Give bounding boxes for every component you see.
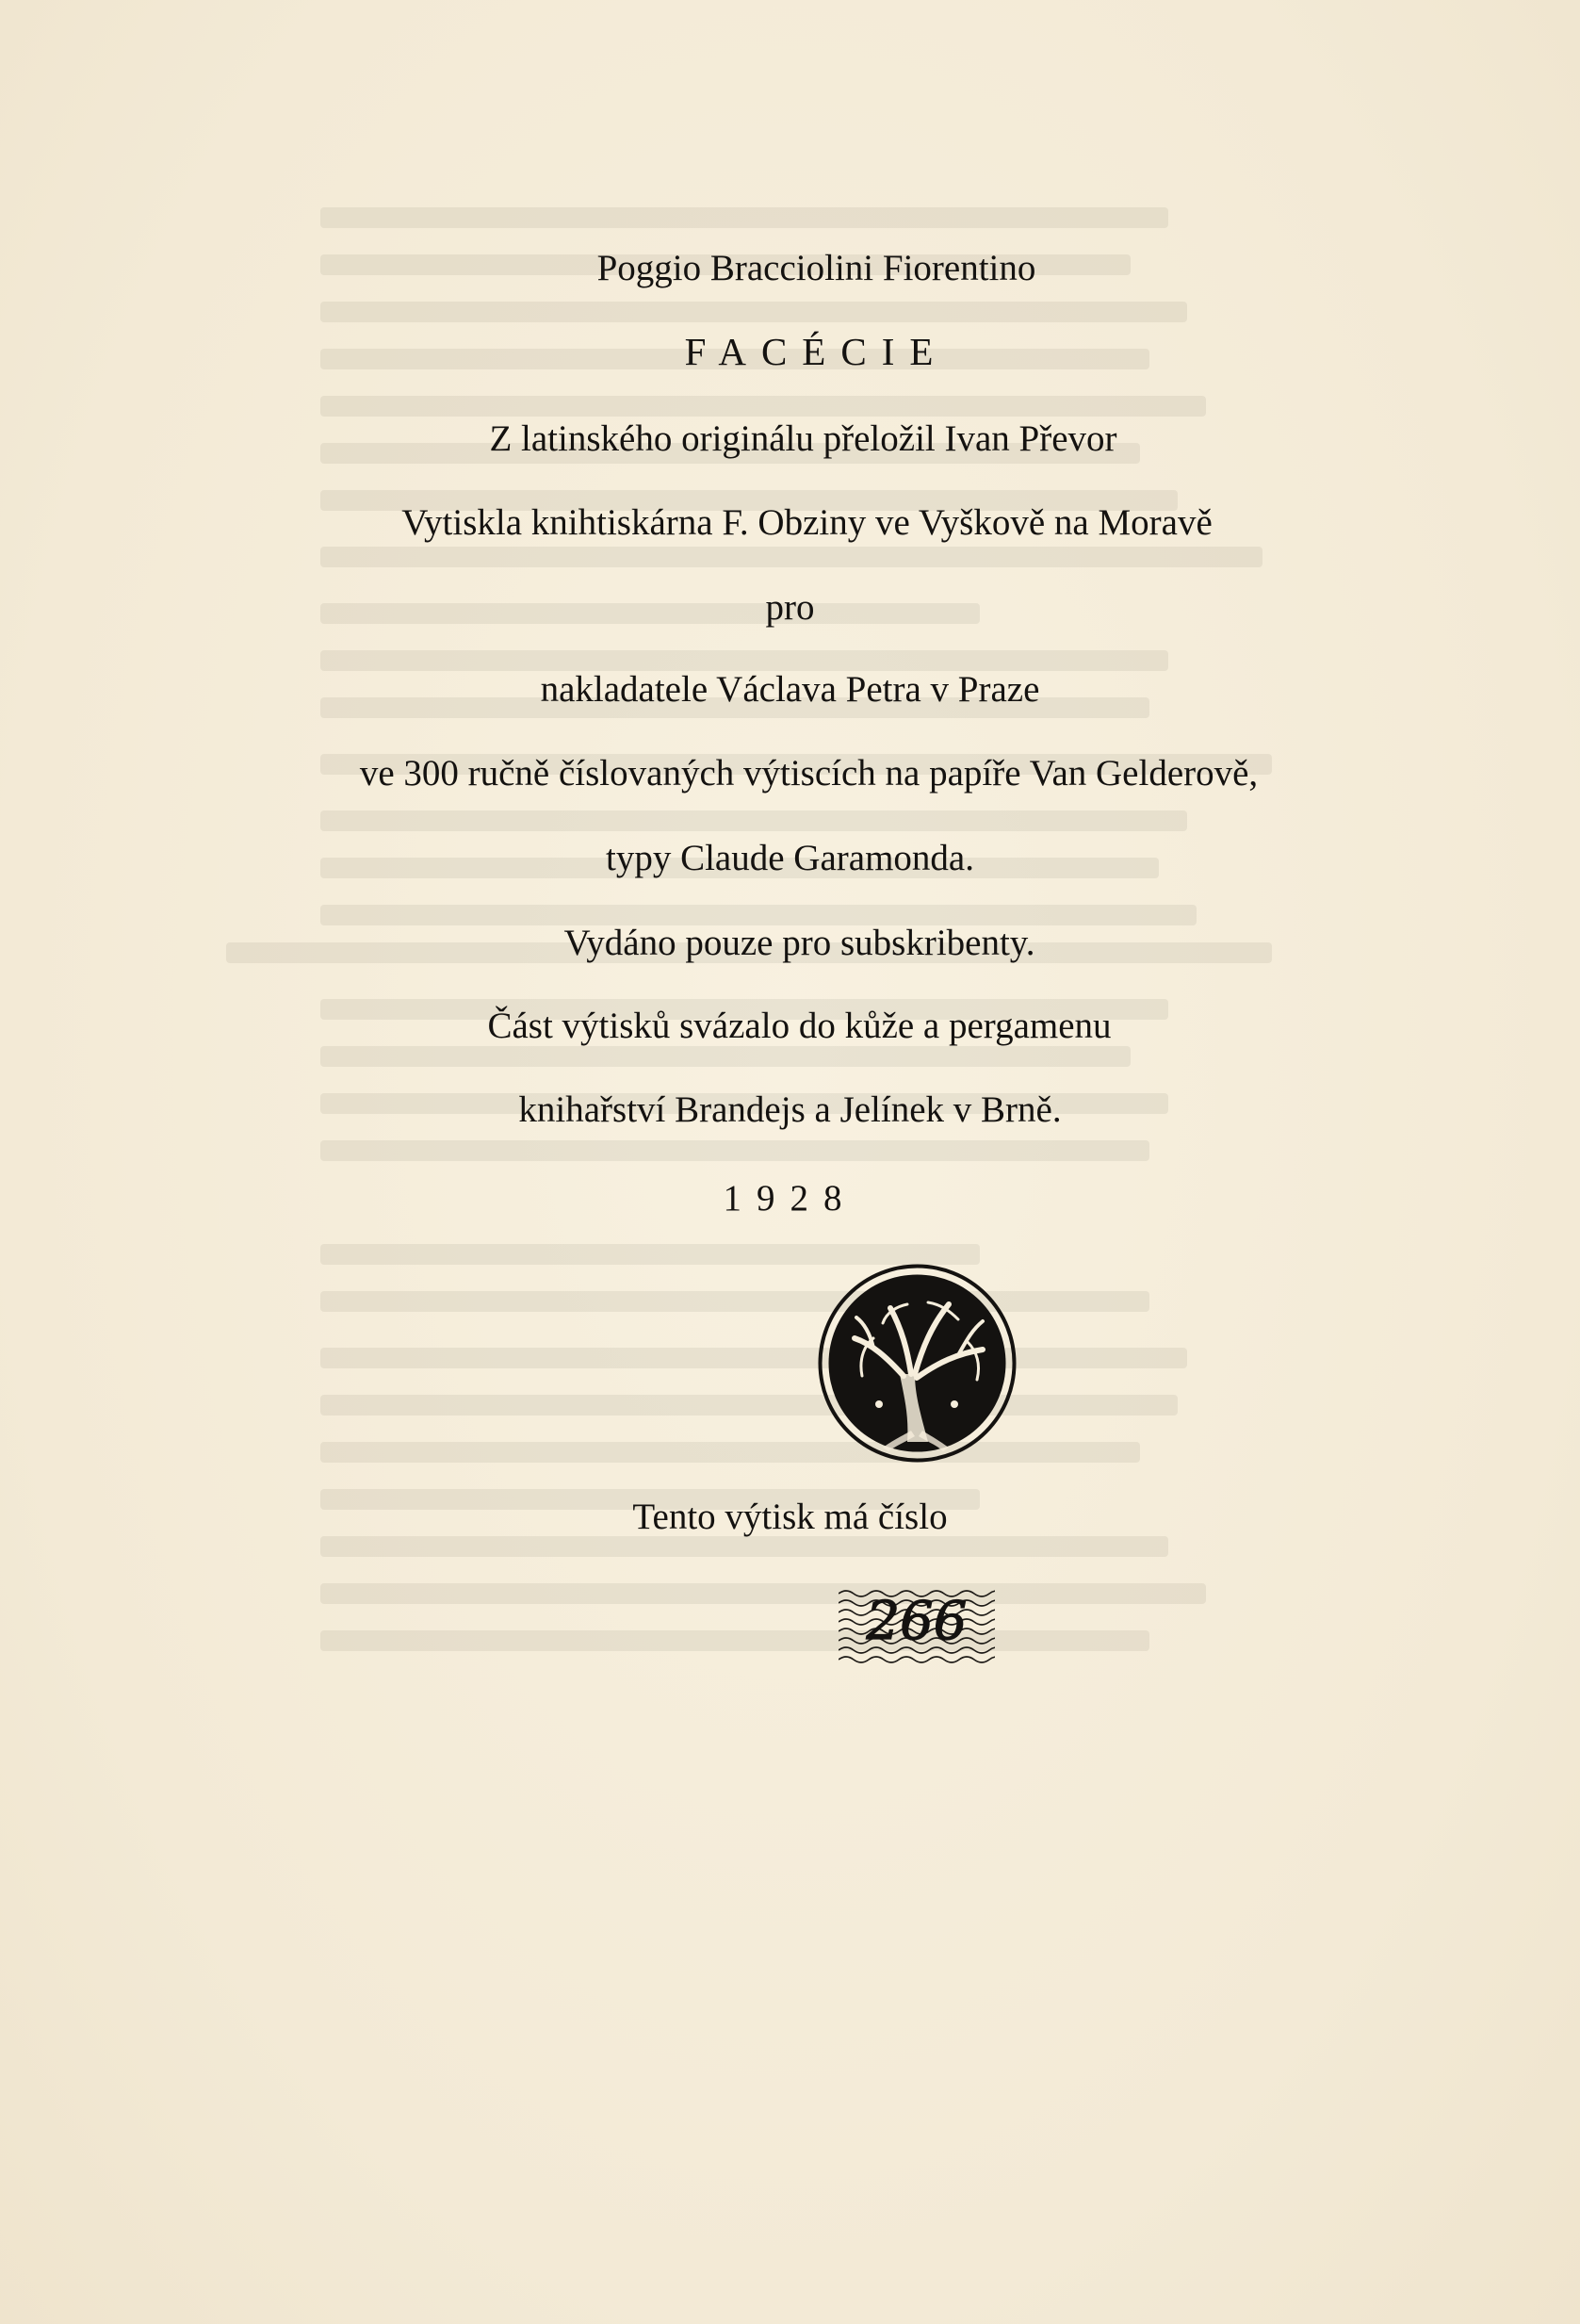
binding-line-2: knihařství Brandejs a Jelínek v Brně. [518, 1089, 1062, 1130]
publisher-line: nakladatele Václava Petra v Praze [540, 669, 1040, 710]
copies-line: ve 300 ručně číslovaných výtiscích na papíře Van Gelderově, [359, 753, 1259, 794]
pro-line: pro [765, 587, 815, 628]
copy-number-label: Tento výtisk má číslo [632, 1497, 948, 1537]
printer-line: Vytiskla knihtiskárna F. Obziny ve Vyškově na Moravě [401, 502, 1213, 543]
typeface-line: typy Claude Garamonda. [606, 838, 974, 878]
binding-line-1: Část výtisků svázalo do kůže a pergamenu [487, 1006, 1112, 1046]
translator-line: Z latinského originálu přeložil Ivan Převor [489, 418, 1117, 459]
subscribers-line: Vydáno pouze pro subskribenty. [563, 923, 1035, 963]
year: 1928 [723, 1178, 857, 1219]
author-line: Poggio Bracciolini Fiorentino [596, 248, 1036, 288]
book-title: FACÉCIE [684, 330, 949, 373]
copy-number [839, 1580, 995, 1665]
tree-emblem-icon [817, 1263, 1018, 1464]
copy-number-text: 266 [866, 1591, 968, 1652]
